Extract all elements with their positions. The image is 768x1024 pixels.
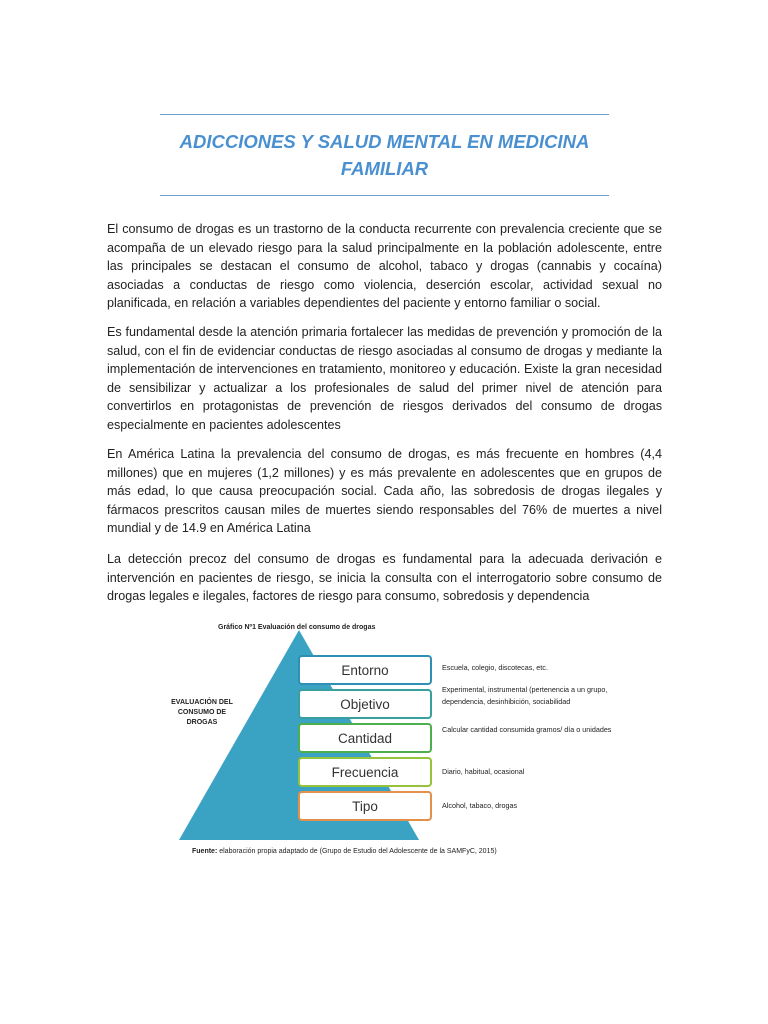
level-description: Calcular cantidad consumida gramos/ día o unidades	[442, 725, 612, 734]
level-label: Objetivo	[340, 696, 390, 712]
title-rule-top	[160, 114, 609, 115]
level-label: Tipo	[352, 798, 378, 814]
level-objetivo	[298, 689, 432, 719]
title-rule-bottom	[160, 195, 609, 196]
level-cantidad	[298, 723, 432, 753]
level-label: Entorno	[341, 662, 389, 678]
title-line-2: FAMILIAR	[340, 158, 429, 179]
figure-side-label: EVALUACIÓN DEL CONSUMO DE DROGAS	[171, 699, 233, 726]
level-description: Escuela, colegio, discotecas, etc.	[442, 663, 548, 672]
level-label: Cantidad	[337, 730, 393, 746]
level-entorno	[298, 655, 432, 685]
figure-title: Gráfico Nº1 Evaluación del consumo de drogas	[218, 624, 376, 631]
level-description: Diario, habitual, ocasional	[442, 767, 525, 776]
evaluation-figure	[0, 610, 768, 880]
paragraph-2: Es fundamental desde la atención primaria fortalecer las medidas de prevención y promoción de la salud, con el fin de evidenciar conductas de riesgo asociadas al consumo de drogas y mediante la implementación de intervenciones en tratamiento, monitoreo y educación. Existe la gran necesidad de sensibilizar y actualizar a los profesionales de salud del primer nivel de atención para convertirlos en protagonistas de prevención de riesgos derivados del consumo de drogas especialmente en pacientes adolescentes	[107, 325, 662, 432]
document-title	[160, 128, 609, 182]
source-text: elaboración propia adaptado de (Grupo de Estudio del Adolescente de la SAMFyC, 2015)	[217, 848, 497, 855]
source-label: Fuente:	[192, 848, 218, 855]
paragraph-4: La detección precoz del consumo de drogas es fundamental para la adecuada derivación e intervención en pacientes de riesgo, se inicia la consulta con el interrogatorio sobre consumo de drogas legales e ilegales, factores de riesgo para consumo, sobredosis y dependencia	[107, 552, 662, 603]
paragraph-1: El consumo de drogas es un trastorno de la conducta recurrente con prevalencia creciente que se acompaña de un elevado riesgo para la salud principalmente en la población adolescente, entre las principales se destacan el consumo de alcohol, tabaco y drogas (cannabis y cocaína) asociadas a conductas de riesgo como violencia, deserción escolar, actividad sexual no planificada, en relación a variables dependientes del paciente y entorno familiar o social.	[107, 222, 662, 310]
title-line-1: ADICCIONES Y SALUD MENTAL EN MEDICINA	[179, 131, 590, 152]
level-frecuencia	[298, 757, 432, 787]
figure-source	[192, 848, 612, 855]
paragraph-3: En América Latina la prevalencia del consumo de drogas, es más frecuente en hombres (4,4 millones) que en mujeres (1,2 millones) y es más prevalente en adolescentes que en grupos de más edad, lo que causa preocupación social. Cada año, las sobredosis de drogas ilegales y fármacos prescritos causan miles de muertes siendo responsables del 76% de muertes a nivel mundial y de 14.9 en América Latina	[107, 447, 662, 535]
level-description: Alcohol, tabaco, drogas	[442, 801, 518, 810]
level-description: Experimental, instrumental (pertenencia a un grupo, dependencia, desinhibición, sociabilidad	[442, 685, 608, 706]
level-label: Frecuencia	[331, 764, 399, 780]
level-tipo	[298, 791, 432, 821]
